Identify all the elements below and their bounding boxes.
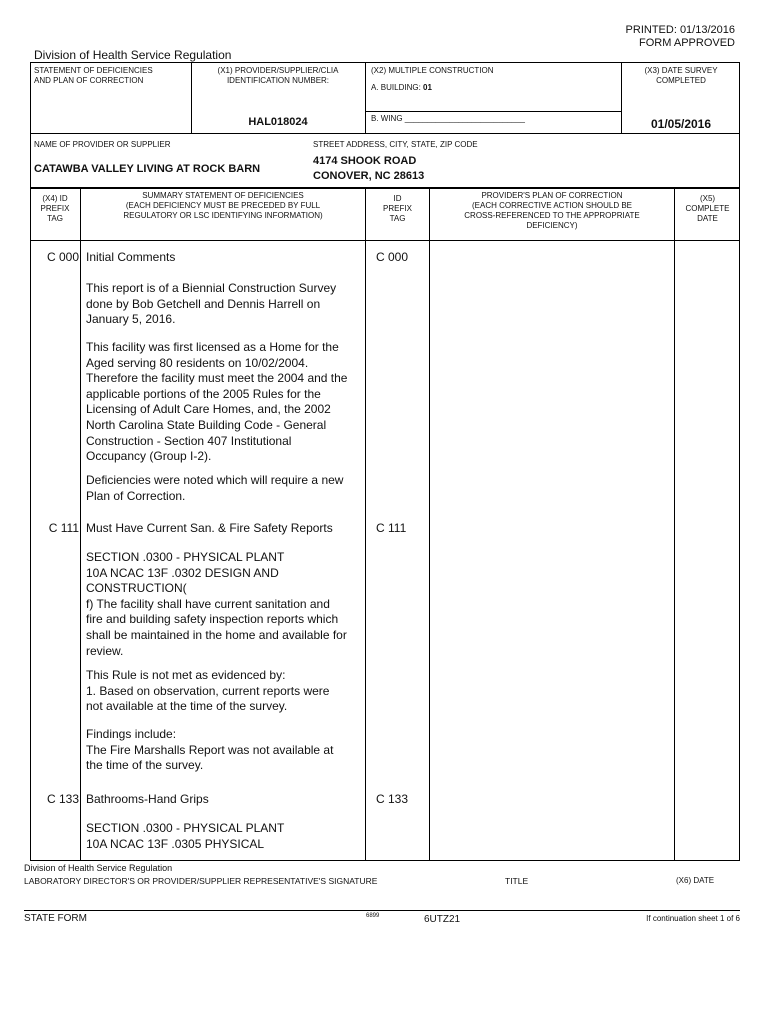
address-line2: CONOVER, NC 28613 bbox=[313, 170, 425, 182]
divider bbox=[674, 188, 675, 861]
provider-id: HAL018024 bbox=[248, 116, 308, 128]
entry-paragraph: SECTION .0300 - PHYSICAL PLANT 10A NCAC 13F .0302 DESIGN AND CONSTRUCTION( f) The facility shall have current sanitation and fire and building safety inspection reports which shall be maintained in the home and available for review. bbox=[86, 550, 347, 658]
continuation-sheet: If continuation sheet 1 of 6 bbox=[646, 914, 740, 923]
form-number: 6899 bbox=[366, 913, 380, 919]
header-divider bbox=[30, 133, 740, 134]
statement-label: STATEMENT OF DEFICIENCIES AND PLAN OF CORRECTION bbox=[34, 66, 153, 85]
footer-agency: Division of Health Service Regulation bbox=[24, 863, 173, 873]
wing-label: B. WING ___________________________ bbox=[371, 114, 525, 123]
x3-label: (X3) DATE SURVEY COMPLETED bbox=[644, 66, 718, 85]
entry-paragraph: This Rule is not met as evidenced by: 1. Based on observation, current reports were not available at the time of the survey. bbox=[86, 668, 330, 714]
provider-name: CATAWBA VALLEY LIVING AT ROCK BARN bbox=[34, 163, 261, 175]
divider bbox=[429, 188, 430, 861]
entry-paragraph: Deficiencies were noted which will require a new Plan of Correction. bbox=[86, 473, 344, 503]
date-label: (X6) DATE bbox=[676, 876, 715, 885]
plan-tag-c000: C 000 bbox=[376, 250, 409, 264]
tag-c133: C 133 bbox=[46, 792, 79, 806]
divider bbox=[365, 188, 366, 861]
entry-paragraph: Findings include: The Fire Marshalls Report was not available at the time of the survey. bbox=[86, 727, 334, 773]
entry-paragraph: This facility was first licensed as a Home for the Aged serving 80 residents on 10/02/2004. Therefore the facility must meet the 2004 and the applicable portions of the 2005 Rules for the Licensing of Adult Care Homes, and, the 2002 North Carolina State Building Code - General Construction - Section 407 Institutional Occupancy (Group I-2). bbox=[86, 340, 348, 464]
divider bbox=[80, 188, 81, 861]
entry-paragraph: This report is of a Biennial Construction Survey done by Bob Getchell and Dennis Harrell on January 5, 2016. bbox=[86, 281, 337, 327]
col-summary: SUMMARY STATEMENT OF DEFICIENCIES (EACH DEFICIENCY MUST BE PRECEDED BY FULL REGULATORY OR LSC IDENTIFYING INFORMATION) bbox=[123, 191, 323, 220]
form-approved: FORM APPROVED bbox=[639, 37, 735, 49]
col-x5: (X5) COMPLETE DATE bbox=[685, 194, 730, 223]
state-form: STATE FORM bbox=[24, 913, 87, 924]
col-x4: (X4) ID PREFIX TAG bbox=[40, 194, 70, 223]
survey-date: 01/05/2016 bbox=[650, 117, 712, 131]
agency-header: Division of Health Service Regulation bbox=[34, 48, 232, 62]
tag-c111: C 111 bbox=[48, 521, 79, 535]
entry-title: Bathrooms-Hand Grips bbox=[86, 792, 209, 806]
col-id-prefix: ID PREFIX TAG bbox=[383, 194, 412, 223]
title-label: TITLE bbox=[505, 876, 529, 886]
signature-label: LABORATORY DIRECTOR'S OR PROVIDER/SUPPLIER REPRESENTATIVE'S SIGNATURE bbox=[24, 876, 378, 886]
x1-label: (X1) PROVIDER/SUPPLIER/CLIA IDENTIFICATION NUMBER: bbox=[217, 66, 339, 85]
entry-title: Initial Comments bbox=[86, 250, 176, 264]
entry-title: Must Have Current San. & Fire Safety Reports bbox=[86, 521, 333, 535]
entry-paragraph: SECTION .0300 - PHYSICAL PLANT 10A NCAC 13F .0305 PHYSICAL bbox=[86, 821, 285, 851]
building-value: 01 bbox=[423, 83, 432, 92]
building-row bbox=[371, 83, 432, 93]
x2-label: (X2) MULTIPLE CONSTRUCTION bbox=[371, 66, 494, 75]
column-header-divider bbox=[30, 240, 740, 241]
footer-rule bbox=[24, 910, 740, 911]
event-id: 6UTZ21 bbox=[424, 914, 461, 925]
tag-c000: C 000 bbox=[46, 250, 79, 264]
address-line1: 4174 SHOOK ROAD bbox=[313, 155, 417, 167]
divider bbox=[365, 62, 366, 133]
building-label: A. BUILDING: bbox=[371, 83, 421, 92]
col-plan: PROVIDER'S PLAN OF CORRECTION (EACH CORRECTIVE ACTION SHOULD BE CROSS-REFERENCED TO THE APPROPRIATE DEFICIENCY) bbox=[464, 191, 640, 230]
plan-tag-c133: C 133 bbox=[376, 792, 409, 806]
plan-tag-c111: C 111 bbox=[376, 521, 407, 535]
address-label: STREET ADDRESS, CITY, STATE, ZIP CODE bbox=[313, 140, 478, 149]
printed-date: PRINTED: 01/13/2016 bbox=[625, 24, 735, 36]
provider-name-label: NAME OF PROVIDER OR SUPPLIER bbox=[34, 140, 171, 149]
divider bbox=[365, 111, 621, 112]
